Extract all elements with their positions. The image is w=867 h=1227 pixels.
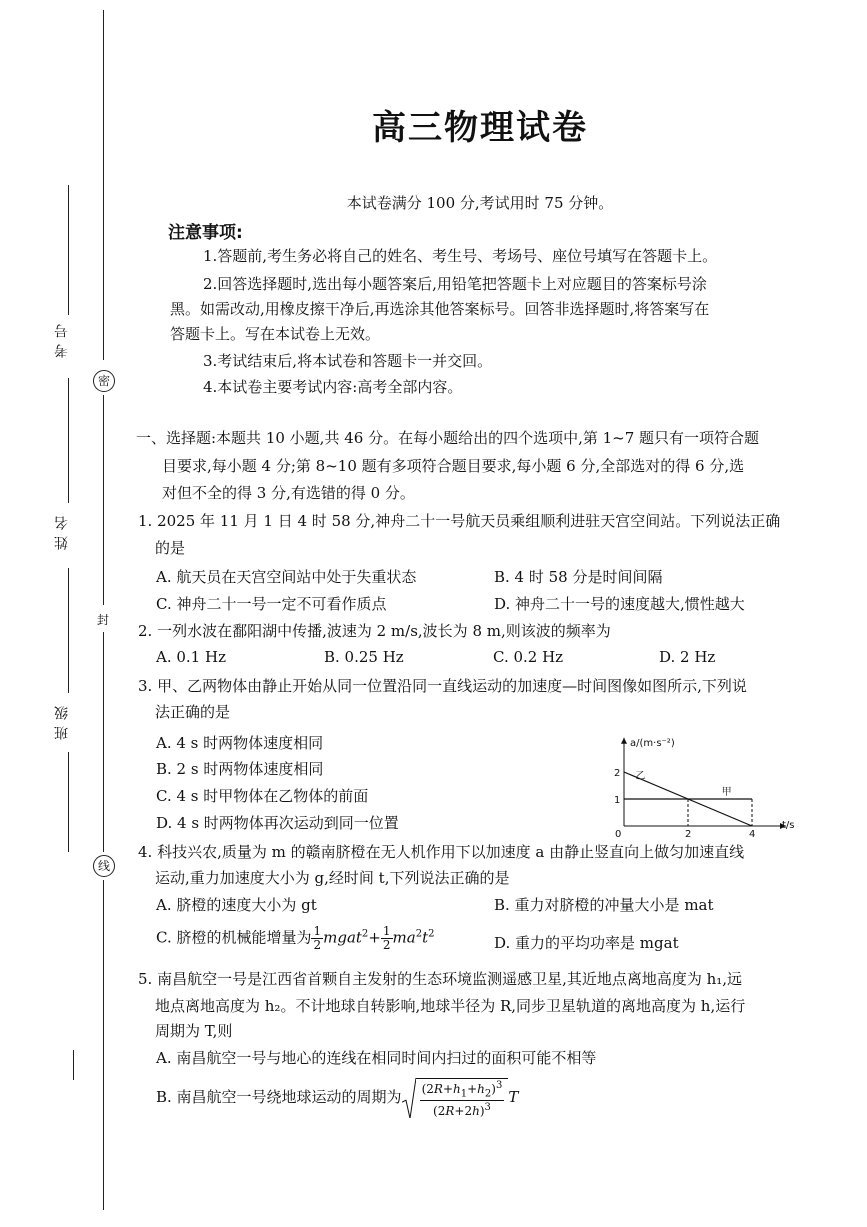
seal-mark: 密 [93,370,115,392]
q1-option-b: B. 4 时 58 分是时间间隔 [494,568,663,586]
binding-line-upper [103,10,104,360]
q3-stem-cont: 法正确的是 [155,703,231,721]
y-tick-label: 2 [614,768,621,779]
q4-option-c-prefix: C. 脐橙的机械能增量为 [156,928,312,947]
section-1-heading-line1: 一、选择题:本题共 10 小题,共 46 分。在每小题给出的四个选项中,第 1~7 题只有一项符合题 [136,429,760,447]
q5-stem: 5. 南昌航空一号是江西省首颗自主发射的生态环境监测遥感卫星,其近地点离地高度为 h₁,远 [138,970,743,988]
q5-option-a: A. 南昌航空一号与地心的连线在相同时间内扫过的面积可能不相等 [156,1049,597,1067]
q2-option-c: C. 0.2 Hz [493,648,564,666]
section-1-heading-line2: 目要求,每小题 4 分;第 8~10 题有多项符合题目要求,每小题 6 分,全部选对的得 6 分,选 [162,457,745,475]
notice-item-3: 3.考试结束后,将本试卷和答题卡一并交回。 [203,352,493,370]
binding-line-middle [103,395,104,605]
q2-option-a: A. 0.1 Hz [156,648,226,666]
class-line [68,568,69,693]
notice-item-1: 1.答题前,考生务必将自己的姓名、考生号、考场号、座位号填写在答题卡上。 [203,247,718,265]
x-axis-label: t/s [782,820,795,831]
name-label: 姓名 [54,510,70,550]
q1-option-c: C. 神舟二十一号一定不可看作质点 [156,595,387,613]
q5-stem-cont: 地点离地高度为 h₂。不计地球自转影响,地球半径为 R,同步卫星轨道的离地高度为 h,运行 [155,997,746,1015]
exam-no-label: 考号 [54,318,70,358]
acceleration-time-chart [612,730,824,840]
q4-option-b: B. 重力对脐橙的冲量大小是 mat [494,896,714,914]
series-jia-label: 甲 [721,786,732,798]
binding-line-bottom [103,880,104,1210]
margin-mark-bottom [73,1050,74,1080]
q3-option-a: A. 4 s 时两物体速度相同 [156,734,324,752]
x-tick-label: 4 [749,829,756,840]
notice-item-2-cont: 黑。如需改动,用橡皮擦干净后,再选涂其他答案标号。回答非选择题时,将答案写在 [170,300,710,318]
q4-stem-cont: 运动,重力加速度大小为 g,经时间 t,下列说法正确的是 [155,869,510,887]
q3-stem: 3. 甲、乙两物体由静止开始从同一位置沿同一直线运动的加速度—时间图像如图所示,下列说 [138,677,747,695]
x-tick-label: 2 [685,829,692,840]
fold-mark: 封 [93,610,113,630]
exam-meta: 本试卷满分 100 分,考试用时 75 分钟。 [346,194,614,212]
notice-item-4: 4.本试卷主要考试内容:高考全部内容。 [203,378,463,396]
y-axis-label: a/(m·s⁻²) [630,737,675,749]
x-tick-label: 0 [615,829,622,840]
fraction-half-1: $\frac{1}{2}$ [313,924,322,952]
q5-stem-end: 周期为 T,则 [155,1022,233,1040]
q4-option-c: C. 脐橙的机械能增量为 $\frac{1}{2}$ mgat$^2$+ $\frac{1}{2}$ $ma^2t^2$ [156,924,435,952]
q1-option-d: D. 神舟二十一号的速度越大,惯性越大 [494,595,745,613]
page-title: 高三物理试卷 [372,108,588,148]
line-mark: 线 [93,855,115,877]
y-tick-label: 1 [614,795,621,806]
section-1-heading-line3: 对但不全的得 3 分,有选错的得 0 分。 [162,484,415,502]
class-label: 班级 [54,700,70,740]
q4-option-a: A. 脐橙的速度大小为 gt [156,896,317,914]
q5-option-b-prefix: B. 南昌航空一号绕地球运动的周期为 [156,1088,402,1107]
q1-stem-cont: 的是 [155,539,186,557]
notice-item-2: 2.回答选择题时,选出每小题答案后,用铅笔把答题卡上对应题目的答案标号涂 [203,275,707,293]
q2-option-b: B. 0.25 Hz [324,648,404,666]
q1-stem: 1. 2025 年 11 月 1 日 4 时 58 分,神舟二十一号航天员乘组顺利进驻天宫空间站。下列说法正确 [138,512,781,530]
series-yi-label: 乙 [635,770,646,782]
q2-option-d: D. 2 Hz [659,648,716,666]
notice-item-2-end: 答题卡上。写在本试卷上无效。 [170,325,381,343]
y-axis-arrow [621,738,627,744]
binding-line-lower [103,632,104,852]
q5-option-b: B. 南昌航空一号绕地球运动的周期为 $\frac{(2R+h_1+h_2)^3}{(2R+2h)^3}$ T [156,1080,519,1119]
sqrt-expression: $\frac{(2R+h_1+h_2)^3}{(2R+2h)^3}$ [402,1078,509,1118]
name-line [68,378,69,503]
q3-option-c: C. 4 s 时甲物体在乙物体的前面 [156,787,369,805]
q4-stem: 4. 科技兴农,质量为 m 的赣南脐橙在无人机作用下以加速度 a 由静止竖直向上做匀加速直线 [138,843,745,861]
q2-stem: 2. 一列水波在鄱阳湖中传播,波速为 2 m/s,波长为 8 m,则该波的频率为 [138,622,611,640]
notice-title: 注意事项: [168,223,243,243]
q4-option-d: D. 重力的平均功率是 mgat [494,934,679,952]
margin-line-lower [68,752,69,852]
q3-option-b: B. 2 s 时两物体速度相同 [156,760,324,778]
q1-option-a: A. 航天员在天宫空间站中处于失重状态 [156,568,417,586]
q3-option-d: D. 4 s 时两物体再次运动到同一位置 [156,814,399,832]
fraction-half-2: $\frac{1}{2}$ [382,924,391,952]
